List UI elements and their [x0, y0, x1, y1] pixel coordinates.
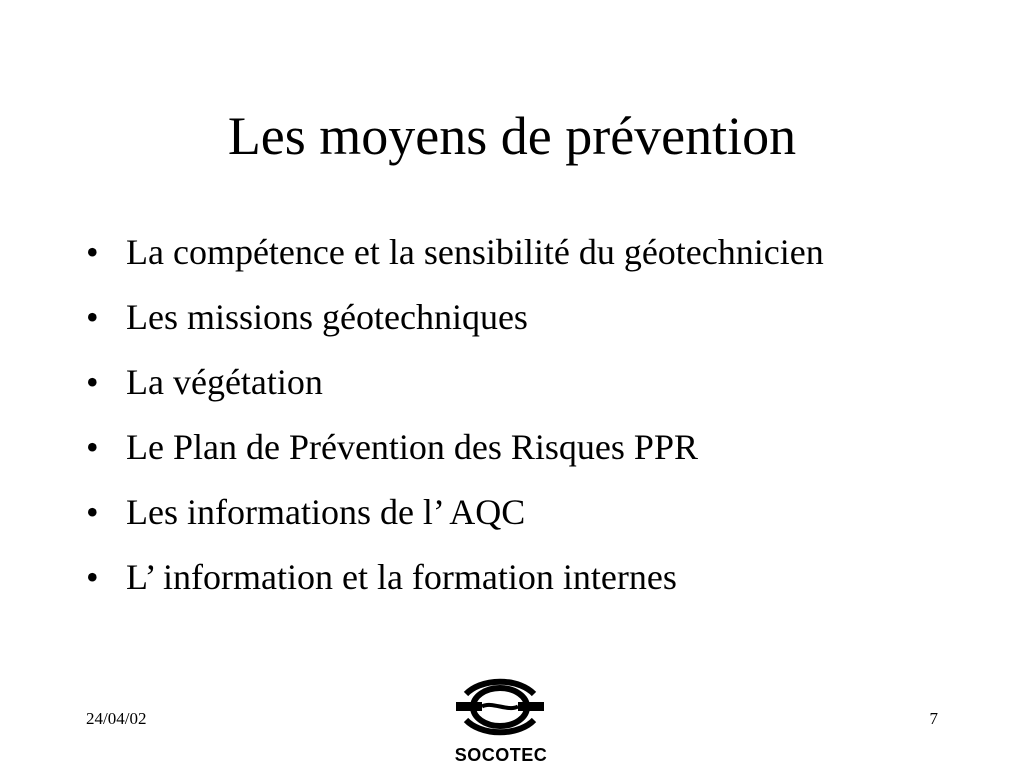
bullet-marker: • — [86, 362, 99, 402]
bullet-item — [86, 490, 906, 534]
bullet-item — [86, 295, 906, 339]
socotec-eye-logo-icon — [452, 672, 548, 742]
bullet-marker: • — [86, 297, 99, 337]
bullet-marker: • — [86, 427, 99, 467]
bullet-item — [86, 425, 906, 469]
bullet-text: La compétence et la sensibilité du géotechnicien — [126, 232, 824, 272]
bullet-marker: • — [86, 557, 99, 597]
bullet-marker: • — [86, 492, 99, 532]
bullet-text: Les informations de l’ AQC — [126, 492, 526, 532]
socotec-logo — [446, 672, 556, 768]
bullet-marker: • — [86, 232, 99, 272]
page-number: 7 — [929, 709, 938, 728]
logo-text: SOCOTEC — [454, 745, 548, 765]
bullet-text: Les missions géotechniques — [126, 297, 528, 337]
bullet-item — [86, 230, 906, 274]
bullet-text: La végétation — [126, 362, 323, 402]
bullet-list — [86, 230, 906, 620]
bullet-text: Le Plan de Prévention des Risques PPR — [126, 427, 698, 467]
slide-title: Les moyens de prévention — [227, 106, 797, 166]
footer-date: 24/04/02 — [86, 709, 147, 728]
bullet-item — [86, 360, 906, 404]
bullet-item — [86, 555, 906, 599]
bullet-text: L’ information et la formation internes — [126, 557, 677, 597]
